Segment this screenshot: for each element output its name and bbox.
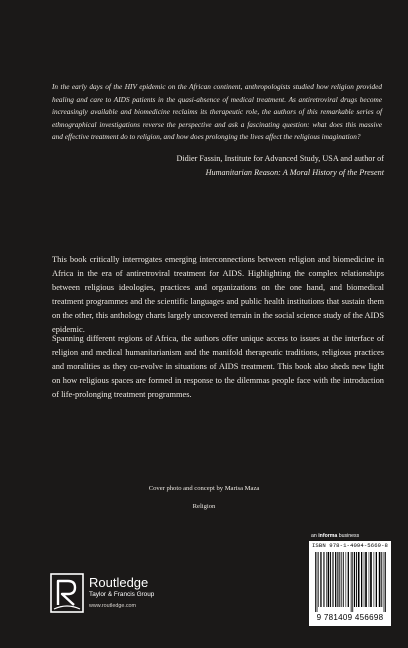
isbn-number: ISBN 978-1-4094-5669-8 bbox=[311, 542, 389, 549]
publisher-group: Taylor & Francis Group bbox=[89, 591, 155, 598]
informa-prefix: an bbox=[311, 533, 317, 539]
informa-brand: informa bbox=[318, 533, 338, 539]
endorser-line: Didier Fassin, Institute for Advanced Study, USA and author of bbox=[176, 154, 384, 163]
informa-tagline bbox=[311, 533, 359, 539]
description-paragraph-1: This book critically interrogates emerging interconnections between religion and biomedicine in Africa in the era of antiretroviral treatment for AIDS. Highlighting the complex relationships between religious ideologies, practices and organizations on the one hand, and biomedical treatment programmes and the scientific languages and public health institutions that sustain them on the other, this anthology charts largely uncovered terrain in the social science study of the AIDS epidemic. bbox=[52, 255, 384, 334]
informa-suffix: business bbox=[338, 533, 360, 539]
subject-category: Religion bbox=[192, 503, 216, 510]
publisher-url: www.routledge.com bbox=[89, 603, 137, 609]
endorsement-attribution bbox=[98, 152, 384, 180]
cover-credit: Cover photo and concept by Marisa Maza bbox=[148, 485, 260, 492]
ean-number: 9 781409 456698 bbox=[316, 613, 384, 622]
publisher-name: Routledge bbox=[89, 575, 149, 590]
routledge-logo-icon bbox=[50, 573, 84, 613]
publisher-block bbox=[89, 576, 154, 610]
barcode-bars bbox=[315, 552, 387, 612]
endorsement-quote: In the early days of the HIV epidemic on the African continent, anthropologists studied how religion provided healing and care to AIDS patients in the quasi-absence of medical treatment. As antiretroviral drugs become increasingly available and biomedicine reclaims its therapeutic role, the authors of this remarkable series of ethnographical investigations reverse the perspective and ask a fascinating question: what does this massive and effective treatment do to religion, and how does prolonging the lives affect the religious imagination? bbox=[52, 82, 382, 141]
endorser-book-title: Humanitarian Reason: A Moral History of the Present bbox=[205, 168, 384, 177]
description-paragraph-2: Spanning different regions of Africa, the authors offer unique access to issues at the interface of religion and medical humanitarianism and the manifold therapeutic traditions, religious practices and moralities as they co-evolve in situations of AIDS treatment. This book also sheds new light on how religious spaces are formed in response to the dilemmas people face with the introduction of life-prolonging treatment programmes. bbox=[52, 334, 384, 399]
barcode-panel bbox=[309, 541, 391, 626]
